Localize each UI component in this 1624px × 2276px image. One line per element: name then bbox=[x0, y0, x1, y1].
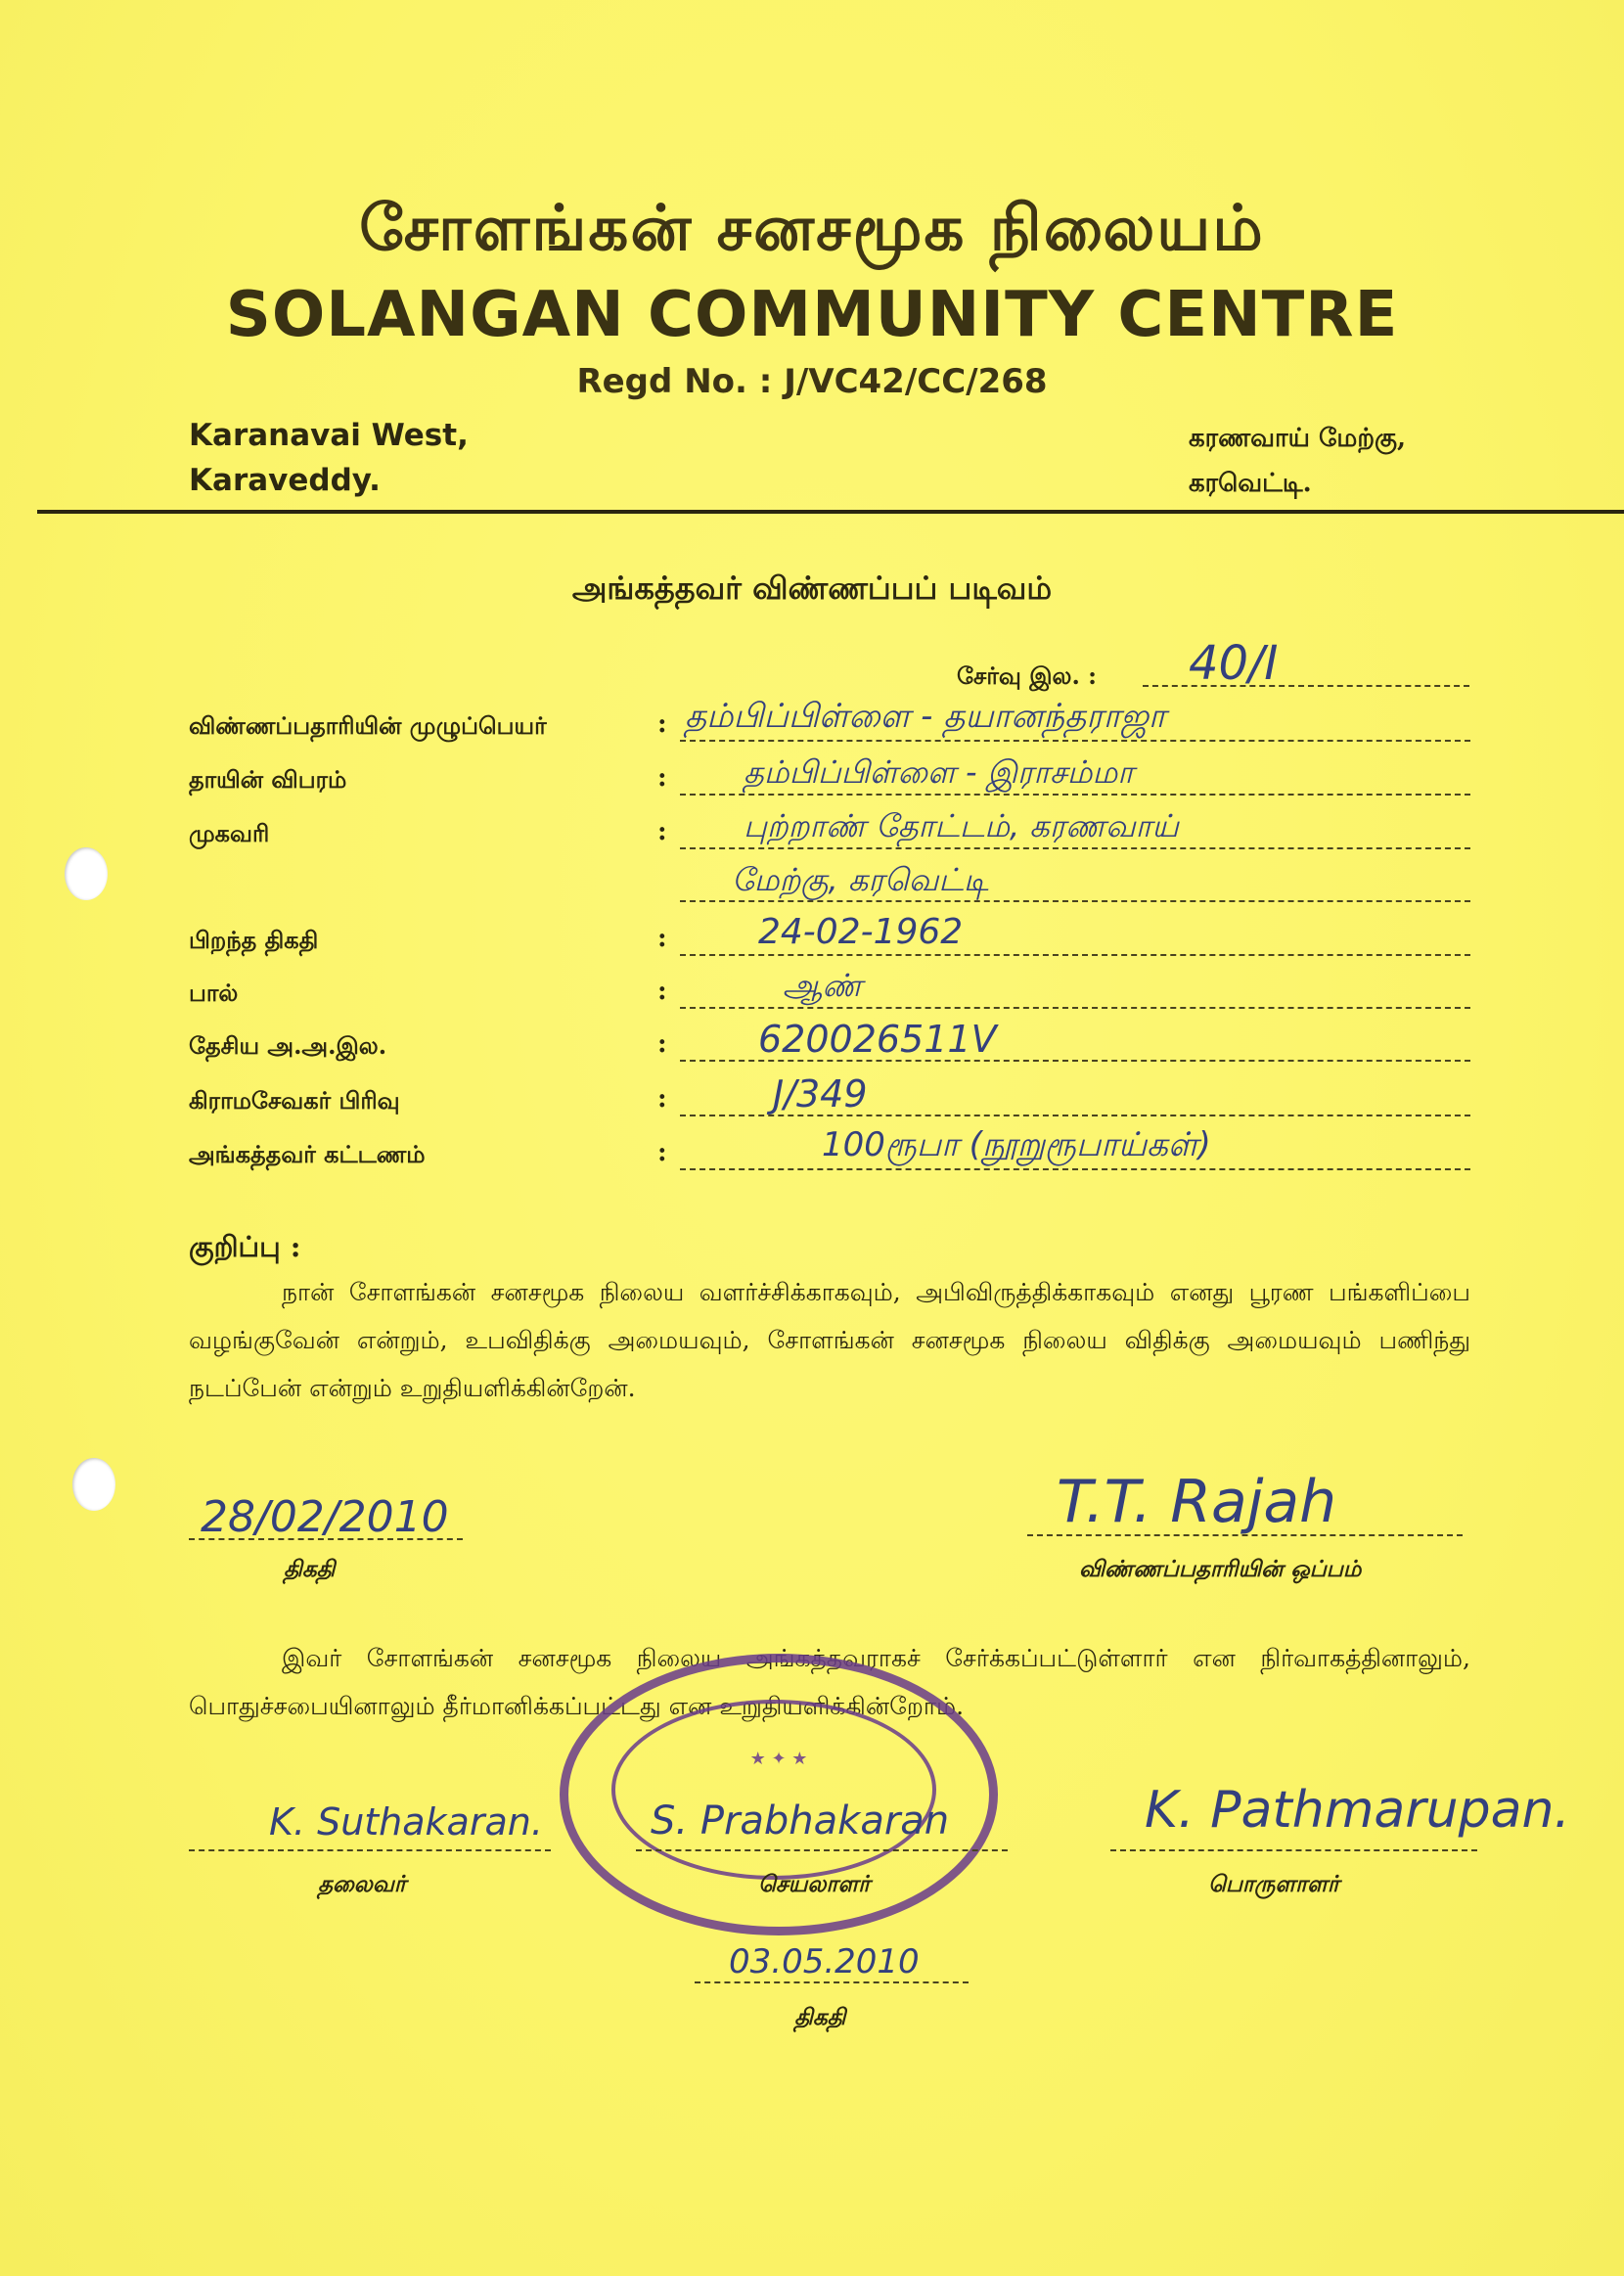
field-value-address-line-2: மேற்கு, கரவெட்டி bbox=[732, 861, 989, 898]
address-tamil bbox=[1189, 416, 1406, 506]
field-colon: : bbox=[657, 924, 667, 953]
field-colon: : bbox=[657, 709, 667, 739]
field-value-nic: 620026511V bbox=[758, 1018, 997, 1061]
applicant-signature-line bbox=[1027, 1534, 1463, 1536]
note-heading: குறிப்பு : bbox=[189, 1230, 301, 1263]
field-line bbox=[680, 1168, 1470, 1170]
field-value-dob: 24-02-1962 bbox=[758, 912, 964, 952]
applicant-signature-label: விண்ணப்பதாரியின் ஒப்பம் bbox=[1079, 1556, 1362, 1582]
field-label-gs-division: கிராமசேவகர் பிரிவு bbox=[189, 1086, 400, 1115]
field-line bbox=[680, 740, 1470, 742]
treasurer-label: பொருளாளர் bbox=[1208, 1871, 1339, 1897]
address-ta-line-2: கரவெட்டி. bbox=[1189, 469, 1312, 498]
applicant-date-label: திகதி bbox=[284, 1556, 336, 1582]
registration-number: Regd No. : J/VC42/CC/268 bbox=[576, 362, 1048, 401]
field-label-full-name: விண்ணப்பதாரியின் முழுப்பெயர் bbox=[189, 711, 547, 740]
field-colon: : bbox=[657, 763, 667, 793]
address-ta-line-1: கரணவாய் மேற்கு, bbox=[1189, 424, 1407, 453]
president-signature: K. Suthakaran. bbox=[269, 1800, 543, 1844]
field-colon: : bbox=[657, 977, 667, 1006]
president-line bbox=[189, 1849, 551, 1851]
member-no-value: 40/I bbox=[1189, 636, 1279, 691]
president-label: தலைவர் bbox=[318, 1871, 406, 1897]
applicant-date-line bbox=[189, 1538, 463, 1540]
field-colon: : bbox=[657, 1029, 667, 1059]
field-label-fee: அங்கத்தவர் கட்டணம் bbox=[189, 1140, 426, 1168]
field-line bbox=[680, 954, 1470, 956]
member-no-label: சேர்வு இல. : bbox=[957, 661, 1098, 690]
secretary-label: செயலாளர் bbox=[758, 1871, 871, 1897]
address-english bbox=[189, 413, 469, 503]
field-value-mother: தம்பிப்பிள்ளை - இராசம்மா bbox=[744, 753, 1135, 791]
applicant-signature: T.T. Rajah bbox=[1057, 1468, 1337, 1536]
secretary-line bbox=[636, 1849, 1008, 1851]
field-label-mother: தாயின் விபரம் bbox=[189, 765, 347, 794]
field-label-dob: பிறந்த திகதி bbox=[189, 926, 319, 954]
field-colon: : bbox=[657, 817, 667, 846]
field-label-sex: பால் bbox=[189, 979, 239, 1007]
field-value-full-name: தம்பிப்பிள்ளை - தயானந்தராஜா bbox=[685, 697, 1166, 736]
title-tamil: சோளங்கன் சனசமூக நிலையம் bbox=[359, 192, 1265, 265]
field-value-address: புற்றாண் தோட்டம், கரணவாய் bbox=[744, 807, 1179, 844]
treasurer-line bbox=[1110, 1849, 1477, 1851]
field-value-fee: 100ரூபா (நூறுரூபாய்கள்) bbox=[822, 1125, 1211, 1164]
address-en-line-2: Karaveddy. bbox=[189, 463, 381, 498]
treasurer-signature: K. Pathmarupan. bbox=[1145, 1781, 1570, 1840]
form-title: அங்கத்தவர் விண்ணப்பப் படிவம் bbox=[571, 569, 1053, 607]
approval-date-label: திகதி bbox=[794, 2004, 846, 2030]
committee-paragraph: இவர் சோளங்கன் சனசமூக நிலைய அங்கத்தவராகச் சேர்க்கப்பட்டுள்ளார் என நிர்வாகத்தினாலும், பொதுச்சபையினாலும் தீர்மானிக்கப்பட்டது என உறுதியளிக்கின்றோம். bbox=[189, 1644, 1470, 1720]
punch-hole-top bbox=[65, 847, 108, 900]
approval-date-line bbox=[695, 1981, 969, 1983]
secretary-signature: S. Prabhakaran bbox=[651, 1798, 950, 1844]
punch-hole-bottom bbox=[72, 1458, 115, 1511]
field-label-address: முகவரி bbox=[189, 819, 270, 847]
field-value-sex: ஆண் bbox=[783, 967, 863, 1004]
header-divider bbox=[37, 510, 1624, 514]
field-value-gs-division: J/349 bbox=[773, 1072, 868, 1115]
approval-date-value: 03.05.2010 bbox=[729, 1942, 920, 1981]
address-en-line-1: Karanavai West, bbox=[189, 418, 469, 453]
field-colon: : bbox=[657, 1084, 667, 1114]
applicant-date-value: 28/02/2010 bbox=[201, 1492, 449, 1542]
note-paragraph: நான் சோளங்கன் சனசமூக நிலைய வளர்ச்சிக்காகவும், அபிவிருத்திக்காகவும் எனது பூரண பங்களிப்பை வழங்குவேன் என்றும், உபவிதிக்கு அமையவும், சோளங்கன் சனசமூக நிலைய விதிக்கு அமையவும் பணிந்து நடப்பேன் என்றும் உறுதியளிக்கின்றேன். bbox=[189, 1278, 1470, 1402]
official-seal-text: ★ ✦ ★ bbox=[749, 1749, 808, 1769]
field-label-nic: தேசிய அ.அ.இல. bbox=[189, 1031, 387, 1060]
title-english: SOLANGAN COMMUNITY CENTRE bbox=[225, 279, 1399, 351]
official-seal-inner-ring bbox=[611, 1700, 936, 1880]
field-colon: : bbox=[657, 1138, 667, 1167]
